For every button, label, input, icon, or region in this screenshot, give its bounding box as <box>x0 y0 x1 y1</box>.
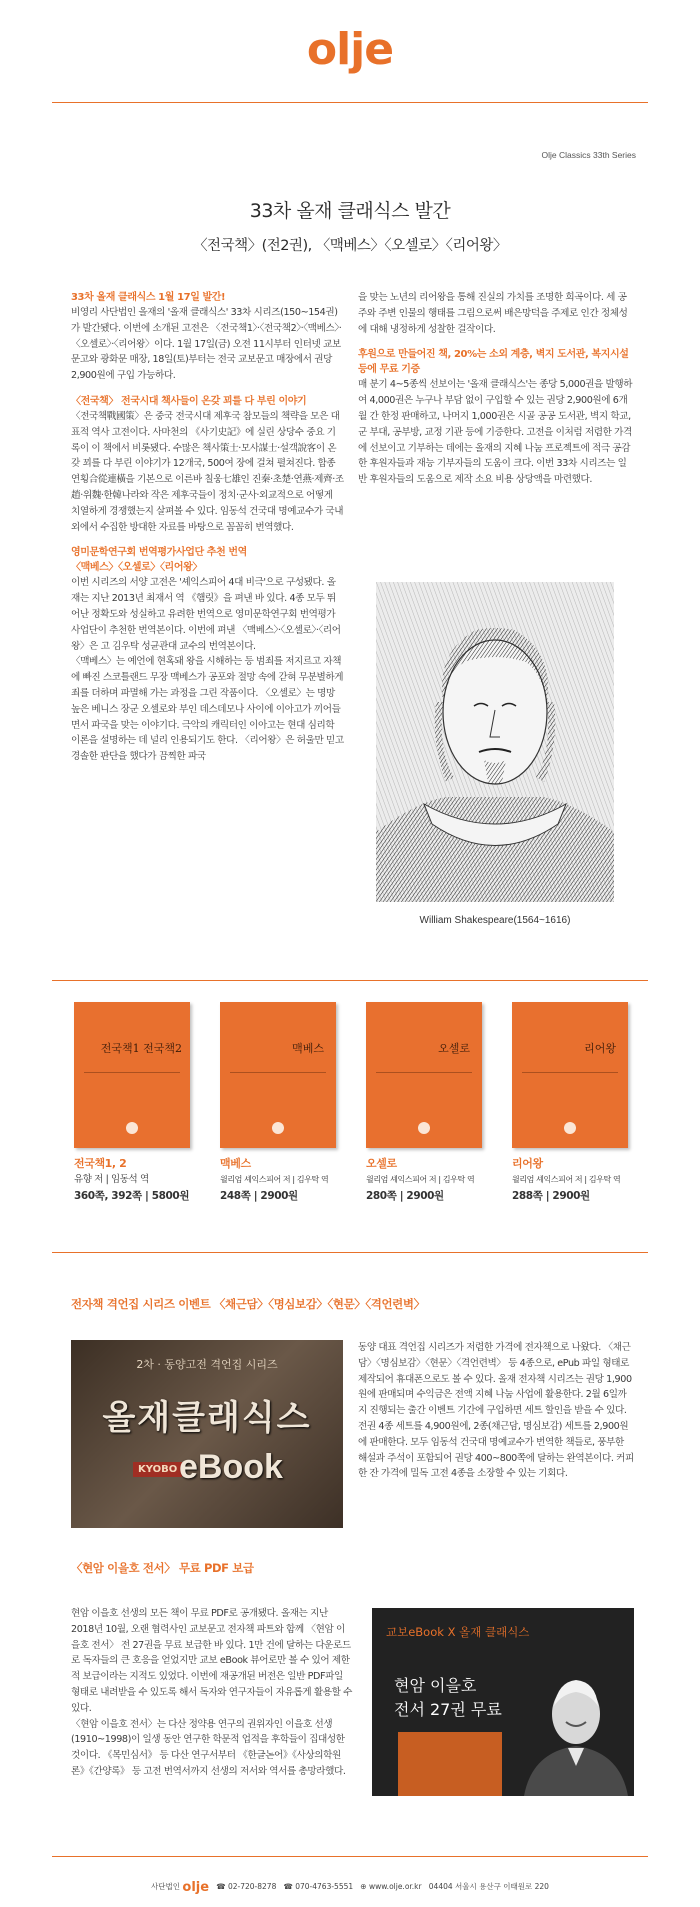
book-cover-warring-states[interactable] <box>74 1002 190 1148</box>
promo-line-2: 전서 27권 무료 <box>394 1700 502 1719</box>
olje-emblem-icon <box>272 1122 284 1134</box>
footer-fax: ☎ 070-4763-5551 <box>283 1882 354 1891</box>
ebook-top-divider <box>52 1252 648 1253</box>
author-photo <box>518 1666 628 1796</box>
header-divider <box>52 102 648 103</box>
book-author: 윌리엄 셰익스피어 저 | 김우탁 역 <box>366 1175 475 1184</box>
book-name: 전국책1, 2 <box>74 1157 127 1170</box>
footer-org: 사단법인 <box>151 1882 181 1891</box>
book-cover-othello[interactable] <box>366 1002 482 1148</box>
ebook-banner-subtitle: 2차 · 동양고전 격언집 시리즈 <box>136 1358 278 1371</box>
pdf-text-2: 〈현암 이을호 전서〉는 다산 정약용 연구의 권위자인 이을호 선생(1910~1998)이 일생 동안 연구한 학문적 업적을 후학들이 집대성한 것이다. 《목민심서》 등 다산 연구서부터 《한글논어》《사상의학원론》《간양록》 등 고전 번역서까지 선생의 저서와 역서를 총망라했다. <box>71 1718 346 1777</box>
shakespeare-heading-2: 〈맥베스〉〈오셀로〉〈리어왕〉 <box>71 562 202 574</box>
ebook-banner-ebook: eBook <box>179 1448 283 1486</box>
book-cover-title: 전국책1 전국책2 <box>100 1042 182 1055</box>
book-author: 윌리엄 셰익스피어 저 | 김우탁 역 <box>220 1175 329 1184</box>
donation-block <box>358 347 634 488</box>
shakespeare-text-2: 〈맥베스〉는 예언에 현혹돼 왕을 시해하는 등 범죄를 저지르고 자책에 빠진 스코틀랜드 무장 맥베스가 공포와 절망 속에 갇혀 무분별하게 죄를 더하며 파멸해 가는 과정을 그린 작품이다. 〈오셀로〉는 명망 높은 베니스 장군 오셀로와 부인 데스데모나 사이에 이아고가 끼어들면서 파국을 맞는 이야기다. 극악의 캐릭터인 이아고는 현대 심리학 이론을 설명하는 데 널리 인용되기도 한다. 〈리어왕〉은 허울만 믿고 경솔한 판단을 했다가 끔찍한 파국 <box>71 656 344 763</box>
cover-rule <box>230 1072 326 1073</box>
right-column <box>358 290 634 498</box>
cover-rule <box>376 1072 472 1073</box>
ebook-banner-title: 올재클래식스 <box>102 1398 312 1438</box>
olje-emblem-icon <box>126 1122 138 1134</box>
footer-divider <box>52 1856 648 1857</box>
book-info-macbeth <box>220 1156 360 1204</box>
donation-heading: 후원으로 만들어진 책, 20%는 소외 계층, 벽지 도서관, 복지시설 등에 무료 기증 <box>358 349 629 376</box>
intro-text: 비영리 사단법인 올재의 '올재 클래식스' 33차 시리즈(150~154권)가 발간됐다. 이번에 소개된 고전은 〈전국책1〉·〈전국책2〉·〈맥베스〉·〈오셀로〉·〈리어왕〉이다. 1월 17일(금) 오전 11시부터 인터넷 교보문고와 광화문 매장, 18일(토)부터는 전국 교보문고 매장에서 권당 2,900원에 구입 가능하다. <box>71 307 342 382</box>
king-lear-continued: 을 맞는 노년의 리어왕을 통해 진실의 가치를 조명한 희곡이다. 세 공주와 주변 인물의 행태를 그림으로써 배은망덕을 주제로 인간 정체성에 대해 냉정하게 성찰한 걸작이다. <box>358 292 628 335</box>
book-info-king-lear <box>512 1156 652 1204</box>
section-shakespeare <box>71 545 344 765</box>
footer-logo[interactable]: olje <box>182 1880 210 1895</box>
warring-states-text: 〈전국책戰國策〉은 중국 전국시대 제후국 참모들의 책략을 모은 대표적 역사 고전이다. 사마천의 《사기史記》에 실린 상당수 중요 기록이 이 책에서 비롯됐다. 수많은 책사策士·모사謀士·설객說客이 온갖 꾀를 다 부린 이야기가 12개국, 500여 장에 걸쳐 펼쳐진다. 합종연횡合從連橫을 기본으로 이른바 칠웅七雄인 진秦·초楚·연燕·제齊·조趙·위魏·한韓나라와 작은 제후국들이 정치·군사·외교적으로 어떻게 치열하게 경쟁했는지 살펴볼 수 있다. 임동석 건국대 명예교수가 국내외에서 수집한 방대한 자료를 바탕으로 꼼꼼히 번역했다. <box>71 410 344 533</box>
book-info-othello <box>366 1156 506 1204</box>
page-subtitle: 〈전국책〉(전2권), 〈맥베스〉〈오셀로〉〈리어왕〉 <box>193 238 507 254</box>
pdf-text-1: 현암 이을호 선생의 모든 책이 무료 PDF로 공개됐다. 올재는 지난 2018년 10월, 오랜 협력사인 교보문고 전자책 파트와 함께 〈현암 이을호 전서〉 전 27권을 무료 보급한 바 있다. 1만 건에 달하는 다운로드로 독자들의 큰 호응을 얻었지만 교보 eBook 뷰어로만 볼 수 있어 제한적 보급이라는 지적도 있었다. 이번에 재공개된 버전은 일반 PDF파일 형태로 내려받을 수 있도록 해서 독자와 연구자들이 자유롭게 활용할 수 있다. <box>71 1608 353 1714</box>
ebook-banner[interactable] <box>71 1340 343 1528</box>
olje-emblem-icon <box>564 1122 576 1134</box>
olje-logo[interactable]: olje <box>306 24 394 75</box>
book-cover-macbeth[interactable] <box>220 1002 336 1148</box>
portrait-caption: William Shakespeare(1564~1616) <box>419 915 571 926</box>
footer-address: 04404 서울시 용산구 이태원로 220 <box>428 1882 549 1891</box>
book-price: 280쪽 | 2900원 <box>366 1190 444 1202</box>
donation-text: 매 분기 4~5종씩 선보이는 '올재 클래식스'는 종당 5,000권을 발행하여 4,000권은 누구나 부담 없이 구입할 수 있는 권당 2,900원에 6개월 간 한정 판매하고, 나머지 1,000권은 시골 공공 도서관, 벽지 학교, 군 부대, 공부방, 교정 기관 등에 기증한다. 고전을 이처럼 저렴한 가격에 선보이고 기부하는 데에는 올재의 지혜 나눔 프로젝트에 적극 공감한 후원자들과 재능 기부자들의 도움이 크다. 이번 33차 시리즈는 일반 후원자들의 도움으로 제작 소요 비용 상당액을 마련했다. <box>358 379 633 486</box>
book-cover-title: 리어왕 <box>584 1042 616 1055</box>
section-warring-states <box>71 394 344 535</box>
book-author: 유향 저 | 임동석 역 <box>74 1174 149 1185</box>
book-cover-title: 오셀로 <box>438 1042 470 1055</box>
pdf-section-heading: 〈현암 이을호 전서〉 무료 PDF 보급 <box>71 1561 254 1575</box>
footer-website-link[interactable]: ⊕ www.olje.or.kr <box>360 1882 422 1891</box>
ebook-section-heading: 전자책 격언집 시리즈 이벤트 〈채근담〉〈명심보감〉〈현문〉〈격언련벽〉 <box>71 1297 425 1311</box>
books-top-divider <box>52 980 648 981</box>
page-title: 33차 올재 클래식스 발간 <box>249 200 451 222</box>
ebook-text: 동양 대표 격언집 시리즈가 저렴한 가격에 전자책으로 나왔다. 〈채근담〉〈명심보감〉〈현문〉〈격언련벽〉 등 4종으로, ePub 파일 형태로 제작되어 휴대폰으로도 볼 수 있다. 올재 전자책 시리즈는 권당 1,900원에 판매되며 수익금은 전액 지혜 나눔 사업에 활용한다. 2월 6일까지 진행되는 출간 이벤트 기간에 구입하면 세트 할인을 받을 수 있다. 전권 4종 세트를 4,900원에, 2종(채근담, 명심보감) 세트를 2,900원에 판매한다. 모두 임동석 건국대 명예교수가 번역한 책들로, 풍부한 해설과 주석이 포함되어 권당 400~800쪽에 달하는 완역본이다. 커피 한 잔 가격에 밀독 고전 4종을 소장할 수 있는 기회다. <box>358 1342 634 1480</box>
promo-line-1: 현암 이을호 <box>394 1676 477 1695</box>
left-column <box>71 290 344 775</box>
intro-block <box>71 290 344 384</box>
kyobo-badge: KYOBO <box>133 1462 182 1477</box>
intro-heading: 33차 올재 클래식스 1월 17일 발간! <box>71 292 226 303</box>
book-cover-king-lear[interactable] <box>512 1002 628 1148</box>
book-name: 오셀로 <box>366 1157 397 1170</box>
shakespeare-heading-1: 영미문학연구회 번역평가사업단 추천 번역 <box>71 547 247 559</box>
book-name: 맥베스 <box>220 1157 251 1170</box>
cover-rule <box>84 1072 180 1073</box>
shakespeare-text-1: 이번 시리즈의 서양 고전은 '셰익스피어 4대 비극'으로 구성됐다. 올재는 지난 2013년 최재서 역 《햄릿》을 펴낸 바 있다. 4종 모두 뛰어난 정확도와 성실하고 유려한 번역으로 영미문학연구회 번역평가사업단이 추천한 번역본이다. 이번에 펴낸 〈맥베스〉·〈오셀로〉·〈리어왕〉은 고 김우탁 성균관대 교수의 번역본이다. <box>71 577 341 652</box>
collection-books-image <box>398 1732 502 1796</box>
book-cover-title: 맥베스 <box>292 1042 324 1055</box>
pdf-text-block <box>71 1606 353 1780</box>
promo-banner-headline <box>394 1674 502 1722</box>
footer <box>0 1880 700 1895</box>
book-price: 248쪽 | 2900원 <box>220 1190 298 1202</box>
book-author: 윌리엄 셰익스피어 저 | 김우탁 역 <box>512 1175 621 1184</box>
book-name: 리어왕 <box>512 1157 543 1170</box>
olje-emblem-icon <box>418 1122 430 1134</box>
shakespeare-portrait <box>376 582 614 902</box>
book-info-warring-states <box>74 1156 214 1204</box>
pdf-promo-banner[interactable] <box>372 1608 634 1796</box>
book-price: 288쪽 | 2900원 <box>512 1190 590 1202</box>
book-price: 360쪽, 392쪽 | 5800원 <box>74 1190 190 1202</box>
footer-phone: ☎ 02-720-8278 <box>216 1882 277 1891</box>
cover-rule <box>522 1072 618 1073</box>
warring-states-heading: 〈전국책〉 전국시대 책사들이 온갖 꾀를 다 부린 이야기 <box>71 395 307 407</box>
series-label: Olje Classics 33th Series <box>541 150 636 160</box>
promo-banner-title: 교보eBook X 올재 클래식스 <box>386 1625 530 1639</box>
